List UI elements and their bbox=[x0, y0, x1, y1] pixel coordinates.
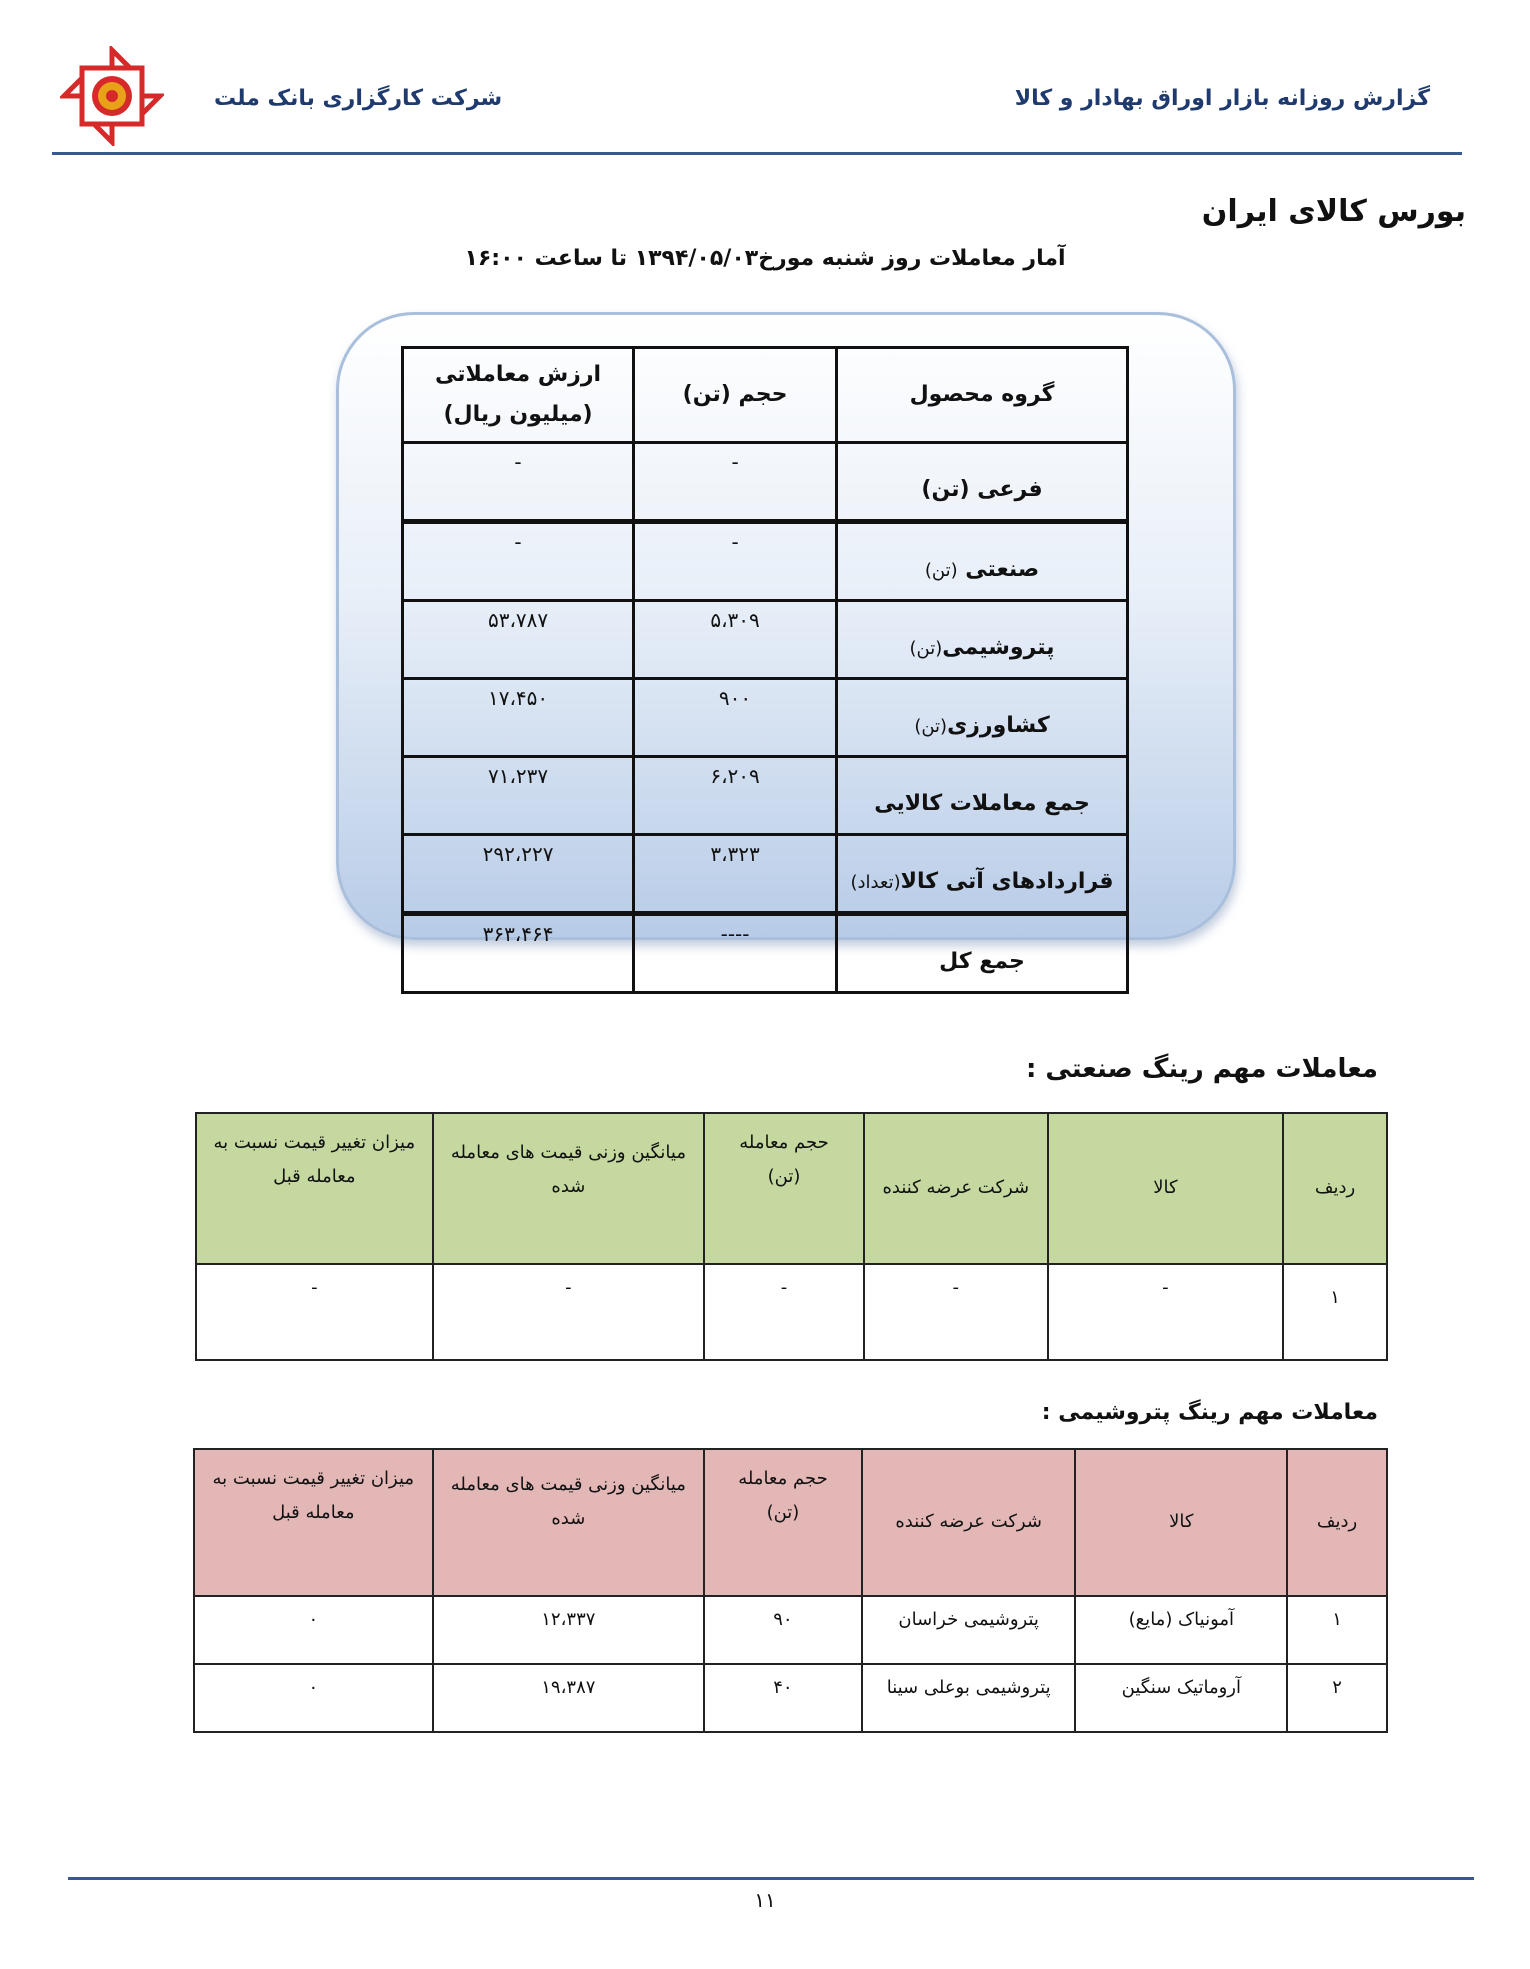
cell-commodity: آروماتیک سنگین bbox=[1075, 1664, 1287, 1732]
summary-table bbox=[401, 346, 1129, 994]
header-value bbox=[403, 348, 634, 443]
header-product-group: گروه محصول bbox=[837, 348, 1128, 443]
table-row bbox=[196, 1264, 1387, 1360]
col-change: میزان تغییر قیمت نسبت به معامله قبل bbox=[194, 1449, 433, 1596]
col-change: میزان تغییر قیمت نسبت به معامله قبل bbox=[196, 1113, 433, 1264]
summary-row-volume: ۳،۳۲۳ bbox=[634, 835, 837, 914]
col-row: ردیف bbox=[1283, 1113, 1387, 1264]
section-subtitle: آمار معاملات روز شنبه مورخ۱۳۹۴/۰۵/۰۳ تا ساعت ۱۶:۰۰ bbox=[464, 246, 1066, 271]
summary-row-volume: ---- bbox=[634, 914, 837, 993]
section-title: بورس کالای ایران bbox=[1201, 194, 1466, 229]
col-commodity: کالا bbox=[1048, 1113, 1284, 1264]
cell-volume: ۴۰ bbox=[704, 1664, 862, 1732]
cell-change: ۰ bbox=[194, 1596, 433, 1664]
summary-row-sub bbox=[403, 443, 1128, 522]
col-volume: حجم معامله (تن) bbox=[704, 1449, 862, 1596]
header-value-line2: (میلیون ریال) bbox=[443, 402, 593, 427]
summary-row-volume: ۹۰۰ bbox=[634, 679, 837, 757]
summary-row-name: کشاورزی(تن) bbox=[837, 679, 1128, 757]
header-value-line1: ارزش معاملاتی bbox=[435, 362, 602, 387]
cell-volume: - bbox=[704, 1264, 864, 1360]
cell-change: ۰ bbox=[194, 1664, 433, 1732]
header-divider bbox=[52, 152, 1462, 155]
cell-row: ۲ bbox=[1287, 1664, 1387, 1732]
summary-row-value: ۵۳،۷۸۷ bbox=[403, 601, 634, 679]
summary-row-futures bbox=[403, 835, 1128, 914]
summary-row-value: ۱۷،۴۵۰ bbox=[403, 679, 634, 757]
company-name: شرکت کارگزاری بانک ملت bbox=[214, 86, 503, 111]
summary-row-commodity-total bbox=[403, 757, 1128, 835]
summary-row-value: ۲۹۲،۲۲۷ bbox=[403, 835, 634, 914]
col-avg-price: میانگین وزنی قیمت های معامله شده bbox=[433, 1449, 704, 1596]
bank-mellat-logo bbox=[60, 46, 164, 146]
summary-row-volume: - bbox=[634, 522, 837, 601]
summary-row-industrial bbox=[403, 522, 1128, 601]
cell-volume: ۹۰ bbox=[704, 1596, 862, 1664]
summary-row-volume: ۵،۳۰۹ bbox=[634, 601, 837, 679]
col-supplier: شرکت عرضه کننده bbox=[862, 1449, 1076, 1596]
summary-row-name: پتروشیمی(تن) bbox=[837, 601, 1128, 679]
cell-row: ۱ bbox=[1287, 1596, 1387, 1664]
summary-row-grand-total bbox=[403, 914, 1128, 993]
summary-row-value: - bbox=[403, 443, 634, 522]
table-row bbox=[194, 1664, 1387, 1732]
col-volume: حجم معامله (تن) bbox=[704, 1113, 864, 1264]
page-number: ۱۱ bbox=[754, 1888, 776, 1912]
cell-avg-price: - bbox=[433, 1264, 705, 1360]
cell-supplier: - bbox=[864, 1264, 1048, 1360]
industrial-heading: معاملات مهم رینگ صنعتی : bbox=[1025, 1054, 1378, 1084]
header-volume: حجم (تن) bbox=[634, 348, 837, 443]
petrochemical-heading: معاملات مهم رینگ پتروشیمی : bbox=[1041, 1400, 1378, 1425]
table-row bbox=[194, 1596, 1387, 1664]
summary-row-value: ۷۱،۲۳۷ bbox=[403, 757, 634, 835]
cell-supplier: پتروشیمی بوعلی سینا bbox=[862, 1664, 1076, 1732]
cell-change: - bbox=[196, 1264, 433, 1360]
cell-commodity: آمونیاک (مایع) bbox=[1075, 1596, 1287, 1664]
petrochemical-header-row bbox=[194, 1449, 1387, 1596]
petrochemical-table bbox=[193, 1448, 1388, 1733]
cell-commodity: - bbox=[1048, 1264, 1284, 1360]
cell-avg-price: ۱۹،۳۸۷ bbox=[433, 1664, 704, 1732]
summary-row-name: جمع کل bbox=[837, 914, 1128, 993]
cell-avg-price: ۱۲،۳۳۷ bbox=[433, 1596, 704, 1664]
industrial-table bbox=[195, 1112, 1388, 1361]
industrial-header-row bbox=[196, 1113, 1387, 1264]
summary-row-petrochemical bbox=[403, 601, 1128, 679]
col-avg-price: میانگین وزنی قیمت های معامله شده bbox=[433, 1113, 705, 1264]
cell-row: ۱ bbox=[1283, 1264, 1387, 1360]
summary-row-name: فرعی (تن) bbox=[837, 443, 1128, 522]
col-supplier: شرکت عرضه کننده bbox=[864, 1113, 1048, 1264]
col-row: ردیف bbox=[1287, 1449, 1387, 1596]
summary-row-agriculture bbox=[403, 679, 1128, 757]
summary-row-value: - bbox=[403, 522, 634, 601]
summary-header-row bbox=[403, 348, 1128, 443]
summary-row-volume: - bbox=[634, 443, 837, 522]
summary-row-name: صنعتی (تن) bbox=[837, 522, 1128, 601]
cell-supplier: پتروشیمی خراسان bbox=[862, 1596, 1076, 1664]
footer-divider bbox=[68, 1877, 1474, 1880]
summary-row-value: ۳۶۳،۴۶۴ bbox=[403, 914, 634, 993]
summary-row-name: جمع معاملات کالایی bbox=[837, 757, 1128, 835]
col-commodity: کالا bbox=[1075, 1449, 1287, 1596]
summary-row-name: قراردادهای آتی کالا(تعداد) bbox=[837, 835, 1128, 914]
report-title: گزارش روزانه بازار اوراق بهادار و کالا bbox=[1014, 86, 1430, 111]
summary-row-volume: ۶،۲۰۹ bbox=[634, 757, 837, 835]
